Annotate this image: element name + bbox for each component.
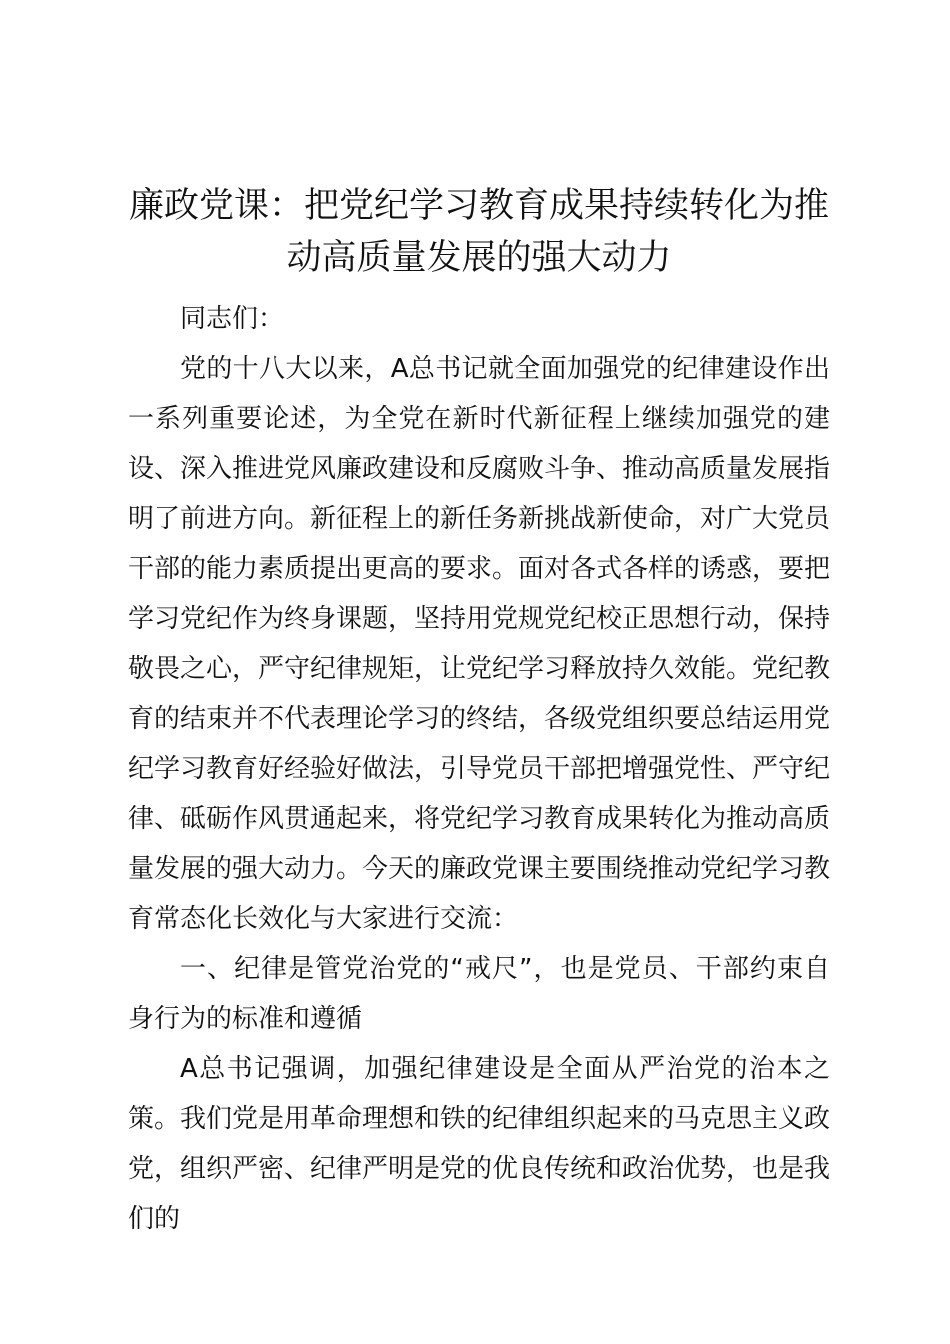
paragraph-section-1: A总书记强调，加强纪律建设是全面从严治党的治本之策。我们党是用革命理想和铁的纪律组织起来的马克思主义政党，组织严密、纪律严明是党的优良传统和政治优势，也是我们的 [128, 1054, 831, 1234]
section-heading-1: 一、纪律是管党治党的“戒尺”，也是党员、干部约束自身行为的标准和遵循 [128, 954, 830, 1034]
document-page [128, 180, 830, 1244]
paragraph-intro: 党的十八大以来，A总书记就全面加强党的纪律建设作出一系列重要论述，为全党在新时代新征程上继续加强党的建设、深入推进党风廉政建设和反腐败斗争、推动高质量发展指明了前进方向。新征程上的新任务新挑战新使命，对广大党员干部的能力素质提出更高的要求。面对各式各样的诱惑，要把学习党纪作为终身课题，坚持用党规党纪校正思想行动，保持敬畏之心，严守纪律规矩，让党纪学习释放持久效能。党纪教育的结束并不代表理论学习的终结，各级党组织要总结运用党纪学习教育好经验好做法，引导党员干部把增强党性、严守纪律、砥砺作风贯通起来，将党纪学习教育成果转化为推动高质量发展的强大动力。今天的廉政党课主要围绕推动党纪学习教育常态化长效化与大家进行交流： [128, 354, 831, 934]
document-title: 廉政党课：把党纪学习教育成果持续转化为推动高质量发展的强大动力 [128, 186, 829, 278]
salutation: 同志们： [180, 304, 285, 334]
